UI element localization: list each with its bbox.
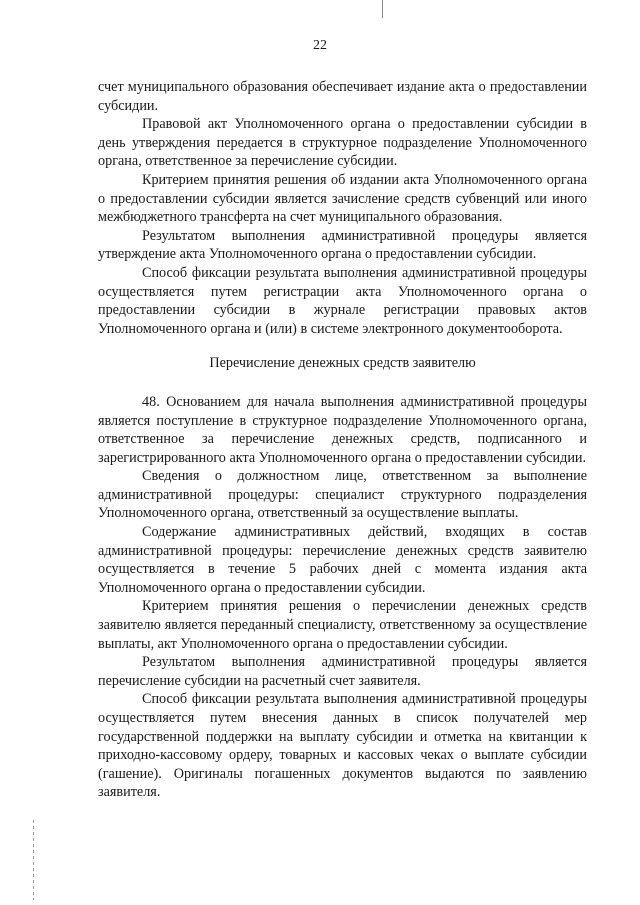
paragraph: Критерием принятия решения об издании акта Уполномоченного органа о предоставлении субсидии является зачисление средств субвенций или иного межбюджетного трансферта на счет муниципального образования.: [98, 171, 587, 226]
section-heading: Перечисление денежных средств заявителю: [209, 355, 476, 372]
paragraph: счет муниципального образования обеспечивает издание акта о предоставлении субсидии.: [98, 79, 587, 114]
scan-artifact-top: [382, 0, 383, 18]
paragraph: Критерием принятия решения о перечислении денежных средств заявителю является переданный специалисту, ответственному за осуществление выплаты, акт Уполномоченного органа о предоставлении субсидии.: [98, 598, 587, 652]
paragraph: Результатом выполнения административной процедуры является перечисление субсидии на расчетный счет заявителя.: [98, 654, 587, 689]
paragraph: Сведения о должностном лице, ответственном за выполнение административной процедуры: специалист структурного подразделения Уполномоченного органа, ответственный за осуществление выплаты.: [98, 468, 587, 522]
document-body: [98, 78, 587, 802]
paragraph: Способ фиксации результата выполнения административной процедуры осуществляется путем внесения данных в список получателей мер государственной поддержки на выплату субсидии и отметка на квитанции к приходно-кассовому ордеру, товарных и кассовых чеках о выплате субсидии (гашение). Оригиналы погашенных документов выдаются по заявлению заявителя.: [98, 691, 587, 801]
paragraph: Способ фиксации результата выполнения административной процедуры осуществляется путем регистрации акта Уполномоченного органа о предоставлении субсидии в журнале регистрации правовых актов Уполномоченного органа и (или) в системе электронного документооборота.: [98, 264, 587, 337]
paragraph: Правовой акт Уполномоченного органа о предоставлении субсидии в день утверждения передается в структурное подразделение Уполномоченного органа, ответственное за перечисление субсидии.: [98, 116, 587, 170]
paragraph: 48. Основанием для начала выполнения административной процедуры является поступление в структурное подразделение Уполномоченного органа, ответственное за перечисление денежных средств, подписанного и зарегистрированного акта Уполномоченного органа о предоставлении субсидии.: [98, 393, 587, 466]
page-number: 22: [313, 38, 327, 53]
paragraphs-after-heading: [98, 393, 587, 802]
scan-artifact-left-edge: [33, 820, 34, 900]
paragraph: Результатом выполнения административной процедуры является утверждение акта Уполномоченного органа о предоставлении субсидии.: [98, 227, 587, 263]
paragraphs-before-heading: [98, 78, 587, 338]
paragraph: Содержание административных действий, входящих в состав административной процедуры: перечисление денежных средств заявителю осуществляется в течение 5 рабочих дней с момента издания акта Уполномоченного органа о предоставлении субсидии.: [98, 524, 587, 596]
